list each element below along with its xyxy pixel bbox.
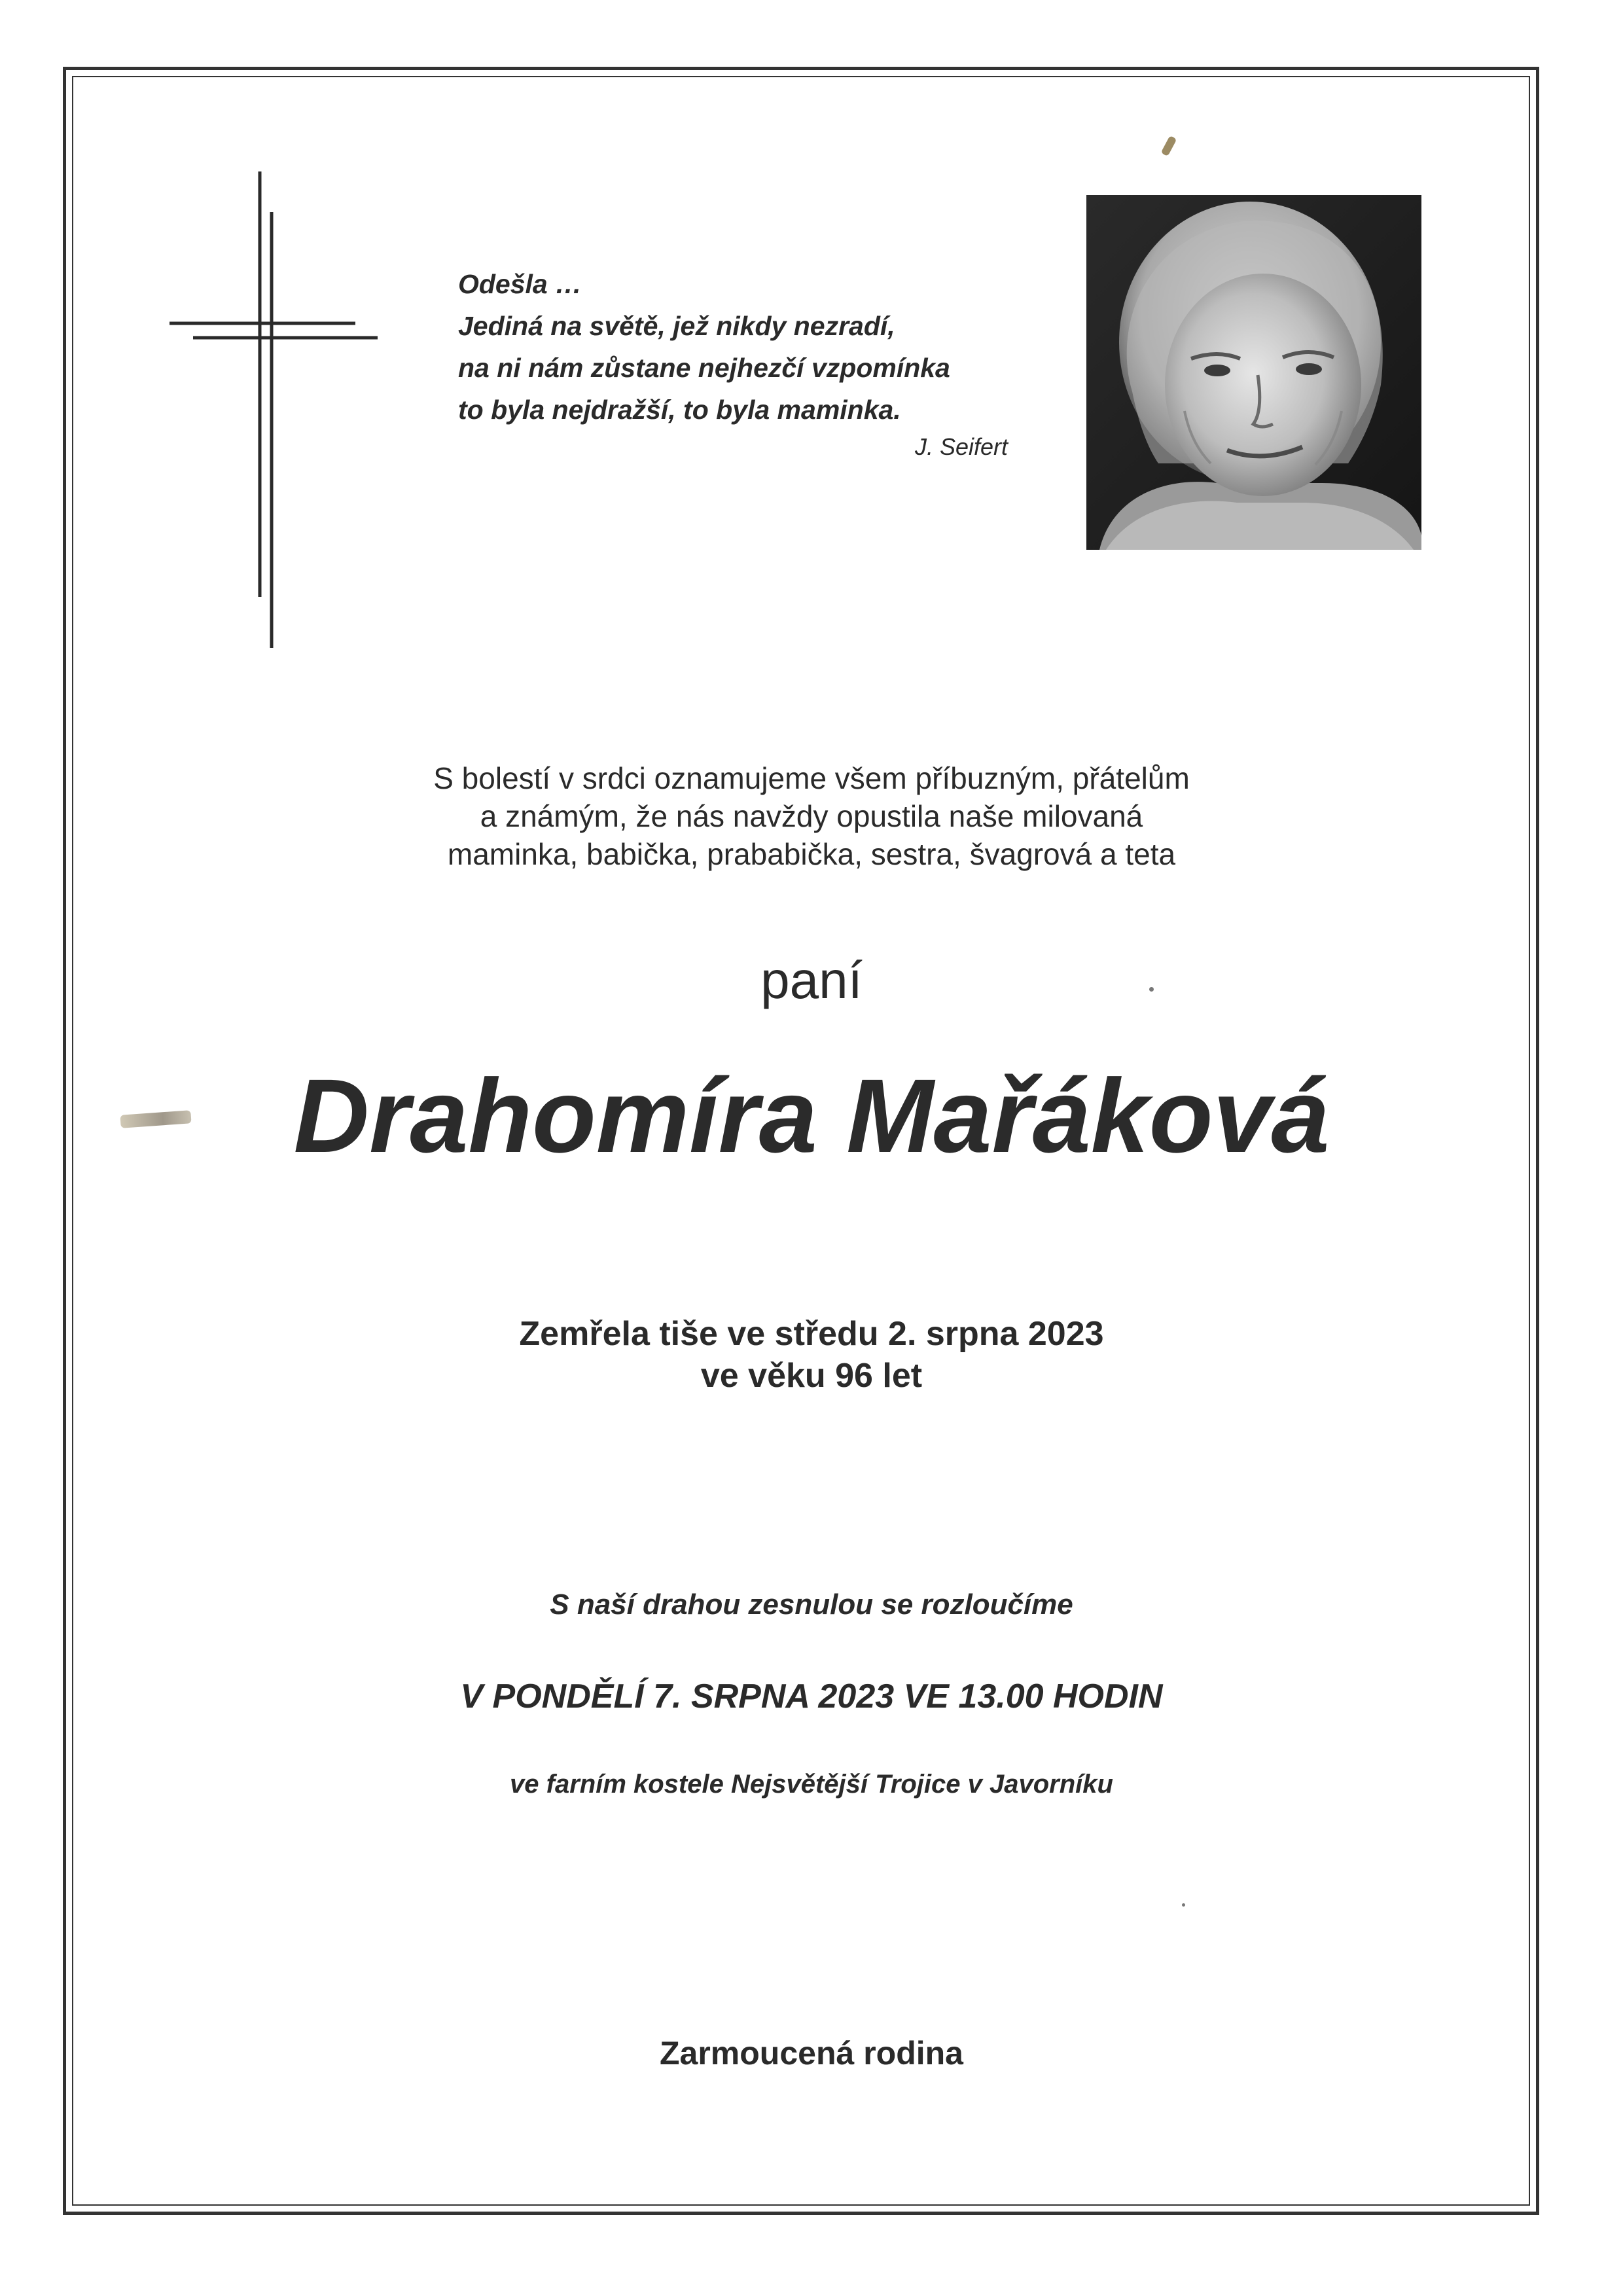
family-signature: Zarmoucená rodina xyxy=(660,2035,963,2072)
portrait-photo xyxy=(1086,195,1421,550)
scan-dot xyxy=(1182,1903,1185,1907)
announcement-text xyxy=(196,759,1427,873)
death-date: Zemřela tiše ve středu 2. srpna 2023 xyxy=(519,1315,1104,1353)
announcement-line: S bolestí v srdci oznamujeme všem příbuzným, přátelům xyxy=(433,761,1190,795)
honorific: paní xyxy=(760,951,863,1009)
funeral-place: ve farním kostele Nejsvětější Trojice v Javorníku xyxy=(510,1770,1113,1799)
quote-line: Odešla … xyxy=(458,269,582,299)
deceased-name: Drahomíra Mařáková xyxy=(293,1057,1330,1174)
death-info xyxy=(196,1313,1427,1397)
farewell-text: S naší drahou zesnulou se rozloučíme xyxy=(550,1588,1073,1621)
quote-line: na ni nám zůstane nejhezčí vzpomínka xyxy=(458,353,950,383)
announcement-line: a známým, že nás navždy opustila naše milovaná xyxy=(480,799,1143,833)
quote-author: J. Seifert xyxy=(914,433,1008,460)
portrait-image xyxy=(1086,195,1421,550)
funeral-datetime: V PONDĚLÍ 7. SRPNA 2023 VE 13.00 HODIN xyxy=(460,1677,1163,1715)
quote-line: to byla nejdražší, to byla maminka. xyxy=(458,395,901,425)
death-age: ve věku 96 let xyxy=(700,1357,923,1395)
memorial-quote xyxy=(458,263,1047,463)
cross-icon xyxy=(167,171,389,656)
announcement-line: maminka, babička, prababička, sestra, švagrová a teta xyxy=(447,837,1176,871)
quote-line: Jediná na světě, jež nikdy nezradí, xyxy=(458,311,895,341)
